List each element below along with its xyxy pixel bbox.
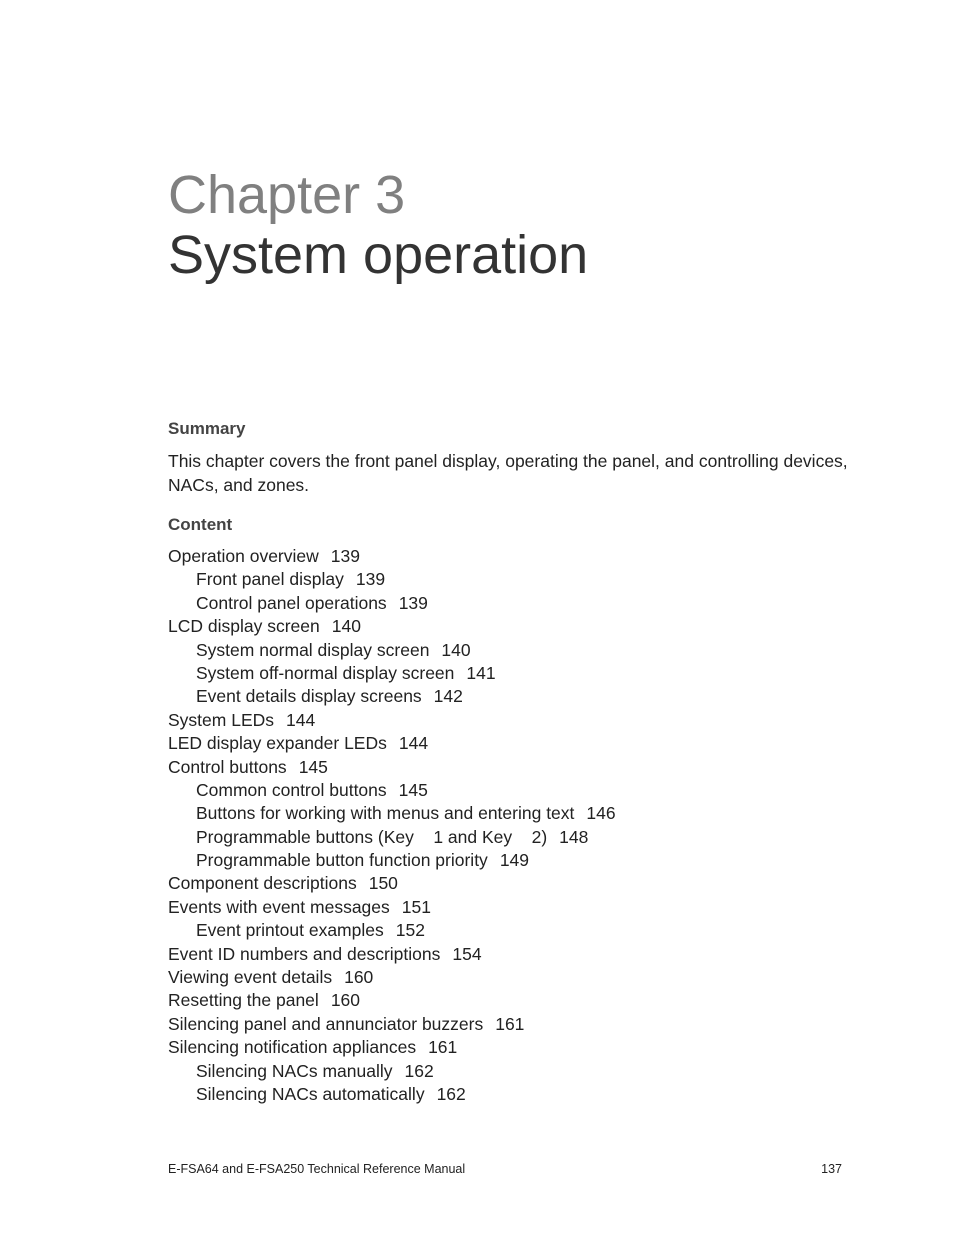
toc-entry-page: 150 <box>368 873 398 894</box>
toc-entry-title: Silencing notification appliances <box>168 1037 417 1058</box>
toc-entry[interactable] <box>168 709 616 732</box>
toc-entry[interactable] <box>168 849 616 872</box>
toc-entry-title: LCD display screen <box>168 616 320 637</box>
table-of-contents <box>168 545 616 1106</box>
toc-entry-page: 148 <box>559 826 589 847</box>
toc-entry-title: Event ID numbers and descriptions <box>168 943 441 964</box>
toc-entry-title: Events with event messages <box>168 896 390 917</box>
toc-entry-title: Front panel display <box>196 569 344 590</box>
toc-entry-page: 139 <box>330 546 360 566</box>
toc-entry[interactable] <box>168 732 616 755</box>
toc-entry-title: Component descriptions <box>168 873 357 894</box>
summary-text: This chapter covers the front panel display, operating the panel, and controlling devices, NACs, and zones. <box>168 451 848 495</box>
toc-entry[interactable] <box>168 662 616 685</box>
toc-entry[interactable] <box>168 966 616 989</box>
toc-entry-title: Viewing event details <box>168 967 333 988</box>
toc-entry-page: 141 <box>466 662 496 683</box>
toc-entry-title: Control panel operations <box>196 592 387 613</box>
toc-entry-page: 160 <box>344 967 374 988</box>
toc-entry-page: 139 <box>398 592 428 613</box>
toc-entry[interactable] <box>168 802 616 825</box>
toc-entry[interactable] <box>168 592 616 615</box>
toc-entry[interactable] <box>168 779 616 802</box>
toc-entry-page: 139 <box>355 569 386 590</box>
toc-entry-page: 161 <box>495 1013 525 1034</box>
toc-entry-title: Programmable buttons (Key 1 and Key 2) <box>196 826 548 847</box>
toc-entry-title: Programmable button function priority <box>196 850 488 871</box>
chapter-number: Chapter 3 <box>168 165 406 225</box>
toc-entry[interactable] <box>168 756 616 779</box>
toc-entry[interactable] <box>168 1036 616 1059</box>
toc-entry-page: 140 <box>441 639 471 660</box>
toc-entry-page: 162 <box>404 1060 434 1081</box>
toc-entry-page: 154 <box>452 943 482 964</box>
toc-entry-page: 140 <box>331 616 361 637</box>
toc-entry-page: 144 <box>286 709 316 730</box>
toc-entry[interactable] <box>168 615 616 638</box>
toc-entry-page: 151 <box>401 896 431 917</box>
toc-entry[interactable] <box>168 896 616 919</box>
toc-entry-title: Resetting the panel <box>168 990 319 1011</box>
toc-entry-title: Control buttons <box>168 756 287 777</box>
toc-entry[interactable] <box>168 943 616 966</box>
toc-entry[interactable] <box>168 826 616 849</box>
toc-entry-page: 161 <box>428 1037 458 1058</box>
toc-entry-page: 144 <box>398 733 429 754</box>
toc-entry[interactable] <box>168 685 616 708</box>
toc-entry-title: Operation overview <box>168 546 319 566</box>
toc-entry-page: 142 <box>433 686 463 707</box>
toc-entry-title: Event details display screens <box>196 686 422 707</box>
toc-entry-page: 149 <box>499 850 530 871</box>
toc-entry-title: System LEDs <box>168 709 274 730</box>
toc-entry-title: LED display expander LEDs <box>168 733 387 754</box>
toc-entry[interactable] <box>168 1083 616 1106</box>
toc-entry-title: Common control buttons <box>196 779 387 800</box>
toc-entry-title: System off-normal display screen <box>196 662 455 683</box>
toc-entry-page: 152 <box>395 920 425 941</box>
toc-entry[interactable] <box>168 1060 616 1083</box>
toc-entry[interactable] <box>168 639 616 662</box>
toc-entry-title: Silencing panel and annunciator buzzers <box>168 1013 484 1034</box>
toc-entry-page: 146 <box>586 803 616 824</box>
toc-entry-title: Silencing NACs automatically <box>196 1083 425 1104</box>
chapter-title: System operation <box>168 225 589 285</box>
toc-entry[interactable] <box>168 919 616 942</box>
toc-entry-page: 162 <box>436 1083 466 1104</box>
toc-entry[interactable] <box>168 872 616 895</box>
footer-page-number: 137 <box>821 1162 842 1176</box>
summary-heading: Summary <box>168 419 246 438</box>
toc-entry[interactable] <box>168 545 616 568</box>
toc-entry-title: System normal display screen <box>196 639 430 660</box>
toc-entry-title: Buttons for working with menus and entering text <box>196 803 575 824</box>
toc-entry-title: Silencing NACs manually <box>196 1060 393 1081</box>
toc-entry[interactable] <box>168 568 616 591</box>
toc-entry[interactable] <box>168 989 616 1012</box>
footer-manual-title: E-FSA64 and E-FSA250 Technical Reference Manual <box>168 1162 466 1176</box>
toc-entry-page: 160 <box>330 990 361 1011</box>
content-heading: Content <box>168 515 233 534</box>
toc-entry[interactable] <box>168 1013 616 1036</box>
toc-entry-page: 145 <box>398 779 428 800</box>
toc-entry-page: 145 <box>298 756 328 777</box>
toc-entry-title: Event printout examples <box>196 920 384 941</box>
